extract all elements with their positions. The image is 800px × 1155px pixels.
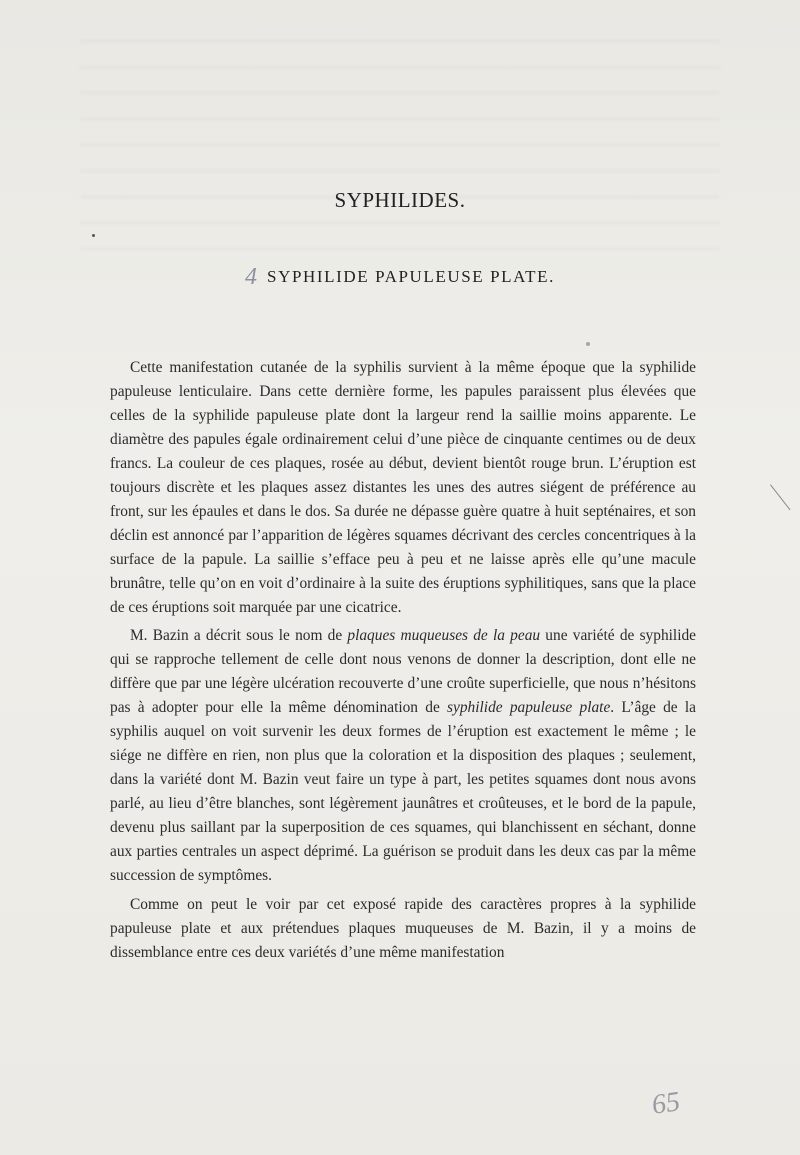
paragraph [110,624,696,887]
italic-term: plaques muqueuses de la peau [347,627,541,645]
text-run: M. Bazin a décrit sous le nom de [130,627,348,645]
ink-dot [92,234,95,237]
italic-term: syphilide papuleuse plate [447,699,611,717]
section-heading [0,262,800,289]
text-run: Cette manifestation cutanée de la syphilis survient à la même époque que la syphilide papuleuse lenticulaire. Dans cette dernière forme, les papules paraissent plus élevées que celles de la syphilide papuleuse plate dont la largeur rend la saillie moins apparente. Le diamètre des papules égale ordinairement celui d’une pièce de cinquante centimes ou de deux francs. La couleur de ces plaques, rosée au début, devient bientôt rouge brun. L’éruption est toujours discrète et les plaques assez distantes les unes des autres siégent de préférence au front, sur les épaules et dans le dos. Sa durée ne dépasse guère quatre à huit septénaires, et son déclin est annoncé par l’apparition de légères squames décrivant des cercles concentriques à la surface de la papule. La saillie s’efface peu à peu et ne laisse après elle qu’une macule brunâtre, telle qu’on en voit d’ordinaire à la suite des éruptions syphilitiques, sans que la place de ces éruptions soit marquée par une cicatrice. [110,359,696,616]
show-through-text [80,40,720,260]
page-title: SYPHILIDES. [334,188,466,212]
paragraph [110,893,696,965]
body-text [110,356,696,965]
ink-speck [586,342,590,346]
text-run: Comme on peut le voir par cet exposé rapide des caractères propres à la syphilide papuleuse plate et aux prétendues plaques muqueuses de M. Bazin, il y a moins de dissemblance entre ces deux variétés d’une même manifestation [110,895,696,961]
text-run: une variété de syphilide qui se rapproche tellement de celle dont nous venons de donner la description, dont elle ne diffère que par une légère ulcération recouverte d’une croûte superficielle, que nous n’hésitons pas à adopter pour elle la même dénomination de [110,627,696,717]
plate-number: 4 [245,264,258,290]
paragraph [110,356,696,619]
margin-pencil-mark [770,484,790,510]
handwritten-page-number: 65 [649,1086,682,1121]
text-run: . L’âge de la syphilis auquel on voit survenir les deux formes de l’éruption est exactement le même ; le siége ne diffère en rien, non plus que la coloration et la disposition des plaques ; seulement, dans la variété dont M. Bazin veut faire un type à part, les petites squames dont nous avons parlé, au lieu d’être blanches, sont légèrement jaunâtres et croûteuses, et le bord de la papule, devenu plus saillant par la superposition de ces squames, qui blanchissent en séchant, donne aux parties centrales un aspect déprimé. La guérison se produit dans les deux cas par la même succession de symptômes. [110,699,696,885]
section-title: SYPHILIDE PAPULEUSE PLATE. [267,267,555,286]
